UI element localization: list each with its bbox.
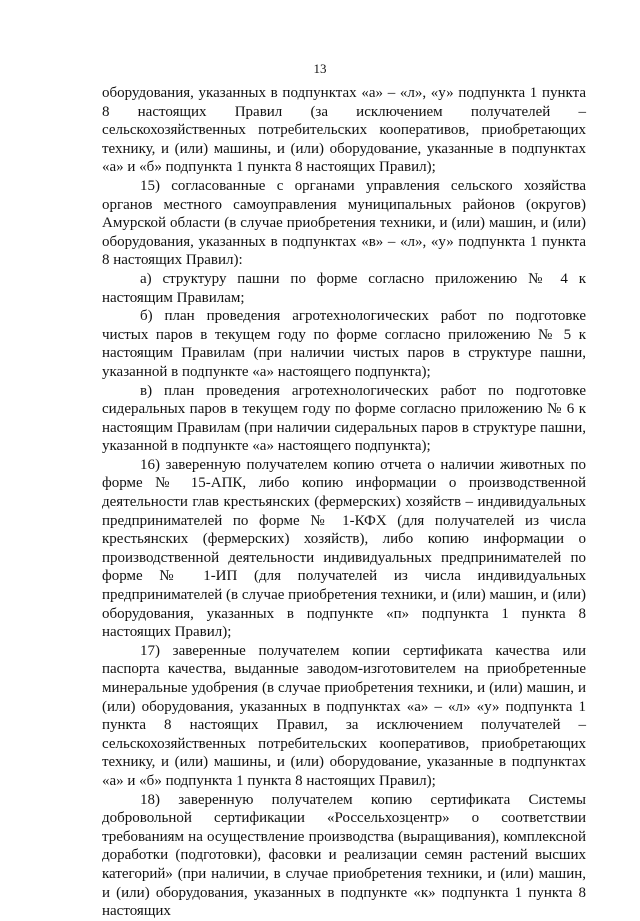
document-body [102, 84, 586, 921]
paragraph-item-15a: а) структуру пашни по форме согласно приложению № 4 к настоящим Правилам; [102, 270, 586, 306]
paragraph-item-15v: в) план проведения агротехнологических работ по подготовке сидеральных паров в текущем году по форме согласно приложению № 6 к настоящим Правилам (при наличии сидеральных паров в структуре пашни, указанной в подпункте «а» настоящего подпункта); [102, 382, 586, 455]
paragraph-item-17: 17) заверенные получателем копии сертификата качества или паспорта качества, выданные заводом-изготовителем на приобретенные минеральные удобрения (в случае приобретения техники, и (или) машин, и (или) оборудования, указанных в подпунктах «а» – «л» «у» подпункта 1 пункта 8 настоящих Правил, за исключением получателей – сельскохозяйственных потребительских кооперативов, приобретающих технику, и (или) машины, и (или) оборудование, указанные в подпунктах «а» и «б» подпункта 1 пункта 8 настоящих Правил); [102, 642, 586, 789]
page-number: 13 [313, 61, 327, 76]
paragraph-item-16: 16) заверенную получателем копию отчета о наличии животных по форме № 15-АПК, либо копию информации о производственной деятельности глав крестьянских (фермерских) хозяйств – индивидуальных предпринимателей по форме № 1-КФХ (для получателей из числа крестьянских (фермерских) хозяйств), либо копию информации о производственной деятельности индивидуальных предпринимателей по форме № 1-ИП (для получателей из числа индивидуальных предпринимателей (в случае приобретения техники, и (или) машин, и (или) оборудования, указанных в подпункте «п» подпункта 1 пункта 8 настоящих Правил); [102, 456, 586, 641]
paragraph-item-15: 15) согласованные с органами управления сельского хозяйства органов местного самоуправления муниципальных районов (округов) Амурской области (в случае приобретения техники, и (или) машин, и (или) оборудования, указанных в подпунктах «в» – «л», «у» подпункта 1 пункта 8 настоящих Правил): [102, 177, 586, 269]
paragraph-item-18: 18) заверенную получателем копию сертификата Системы добровольной сертификации «Россельхозцентр» о соответствии требованиям на осуществление производства (выращивания), комплексной доработки (подготовки), фасовки и реализации семян растений высших категорий» (при наличии, в случае приобретения техники, и (или) машин, и (или) оборудования, указанных в подпункте «к» подпункта 1 пункта 8 настоящих [102, 791, 586, 920]
paragraph-item-15b: б) план проведения агротехнологических работ по подготовке чистых паров в текущем году по форме согласно приложению № 5 к настоящим Правилам (при наличии чистых паров в структуре пашни, указанной в подпункте «а» настоящего подпункта); [102, 308, 586, 380]
paragraph-continuation: оборудования, указанных в подпунктах «а» – «л», «у» подпункта 1 пункта 8 настоящих Правил (за исключением получателей – сельскохозяйственных потребительских кооперативов, приобретающих технику, и (или) машины, и (или) оборудование, указанные в подпунктах «а» и «б» подпункта 1 пункта 8 настоящих Правил); [102, 85, 586, 176]
